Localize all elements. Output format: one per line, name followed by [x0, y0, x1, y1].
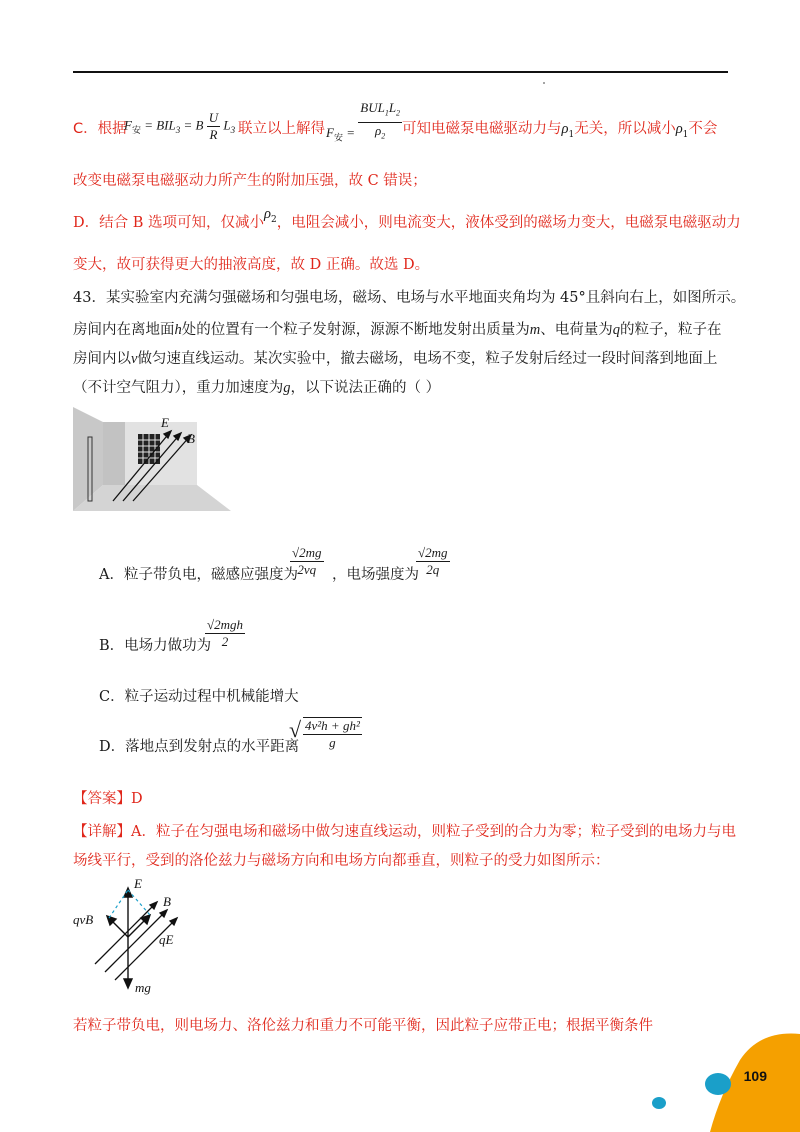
header-dot	[543, 82, 545, 84]
section-c-mid: 联立以上解得	[238, 121, 325, 137]
question-line4: （不计空气阻力），重力加速度为g，以下说法正确的（ ）	[73, 380, 441, 396]
formula-c1: $F_安 = BIL_3 = B$ $\frac{U}{R}$ $L_3$	[124, 110, 236, 142]
option-d-frac: $\frac{\text{4v²h + gh²}}{g}$	[305, 718, 360, 750]
question-line1: 43．某实验室内充满匀强磁场和匀强电场，磁场、电场与水平地面夹角均为 45°且斜向右上，如图所示。	[73, 290, 746, 306]
teal-blob-large	[705, 1073, 731, 1095]
force-label-qvB: qvB	[73, 912, 94, 927]
formula-c2: $F_安$ = $\frac{BUL_1L_2}{\rho_2}$	[326, 100, 401, 143]
last-line: 若粒子带负电，则电场力、洛伦兹力和重力不可能平衡，因此粒子应带正电；根据平衡条件	[73, 1018, 653, 1034]
option-a-frac2: $\frac{√2mg}{2q}$	[418, 545, 448, 577]
option-b[interactable]: B．电场力做功为	[99, 638, 212, 654]
fig-label-E: E	[161, 415, 169, 430]
section-d-line2: 变大，故可获得更大的抽液高度，故 D 正确。故选 D。	[73, 257, 430, 273]
option-a-frac1: $\frac{√2mg}{2vq}$	[292, 545, 322, 577]
option-d[interactable]: D．落地点到发射点的水平距离	[99, 739, 300, 755]
force-label-qE: qE	[159, 932, 174, 947]
question-line3: 房间内以v做匀速直线运动。某次实验中，撤去磁场，电场不变，粒子发射后经过一段时间落到地面上	[73, 351, 718, 367]
option-a[interactable]: A．粒子带负电，磁感应强度为	[99, 567, 298, 583]
section-d-line1: D．结合 B 选项可知，仅减小$\rho_2$，电阻会减小，则电流变大，液体受到的磁场力变大，电磁泵电磁驱动力	[73, 206, 741, 231]
force-label-E: E	[134, 876, 142, 891]
force-vectors	[107, 888, 150, 988]
room-figure	[73, 407, 231, 513]
option-d-radical: √	[289, 717, 302, 742]
force-label-B: B	[163, 894, 171, 909]
section-c-line2: 改变电磁泵电磁驱动力所产生的附加压强，故 C 错误；	[73, 173, 427, 189]
section-c-tail: 可知电磁泵电磁驱动力与$\rho_1$无关，所以减小$\rho_1$不会	[402, 121, 718, 140]
section-c-line1: C．根据	[73, 121, 127, 137]
wall-shadow	[103, 422, 125, 485]
page-number: 109	[743, 1068, 767, 1084]
fig-label-B: B	[187, 431, 195, 446]
answer-label: 【答案】D	[73, 791, 143, 807]
teal-blob-small	[652, 1097, 666, 1109]
detail-line1: 【详解】A．粒子在匀强电场和磁场中做匀速直线运动，则粒子受到的合力为零；粒子受到的电场力与电	[73, 824, 736, 840]
corner-decoration	[640, 1020, 800, 1132]
header-rule	[73, 71, 728, 73]
detail-line2: 场线平行，受到的洛伦兹力与磁场方向和电场方向都垂直，则粒子的受力如图所示：	[73, 853, 610, 869]
force-label-mg: mg	[135, 980, 151, 995]
option-c[interactable]: C．粒子运动过程中机械能增大	[99, 689, 299, 705]
option-b-frac: √2mgh 2	[207, 617, 244, 649]
question-line2: 房间内在离地面h处的位置有一个粒子发射源，源源不断地发射出质量为m、电荷量为q的粒子，粒子在	[73, 322, 722, 338]
option-a-mid: ，电场强度为	[332, 567, 419, 583]
force-diagram	[73, 874, 203, 998]
